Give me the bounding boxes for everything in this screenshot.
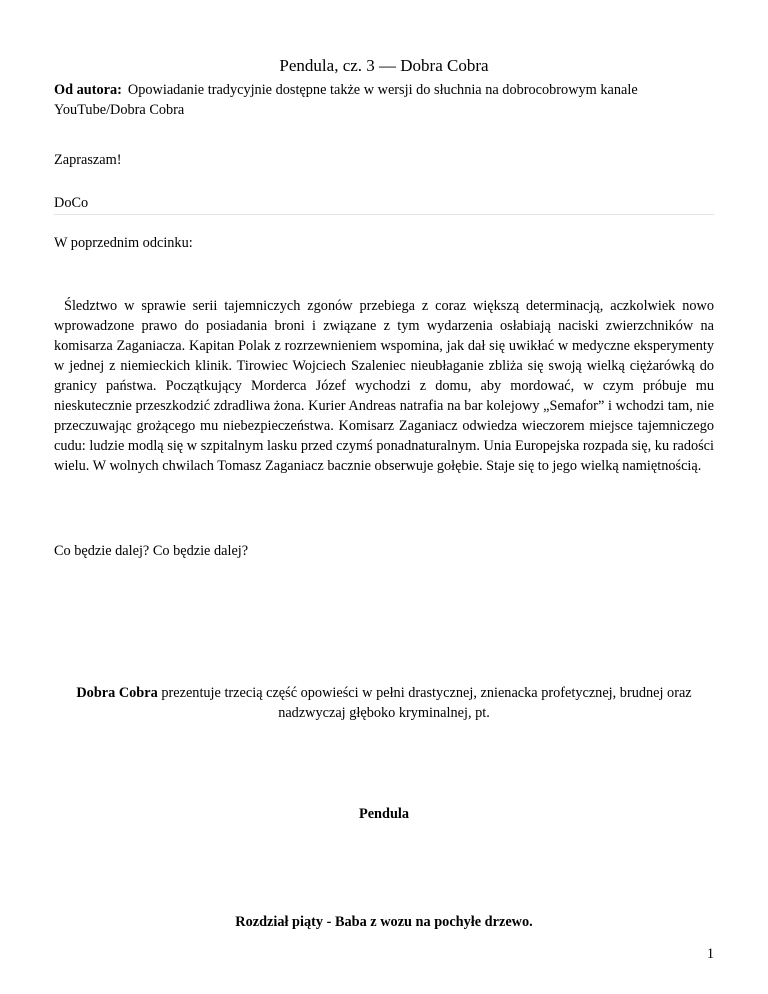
intro-paragraph bbox=[54, 683, 714, 723]
invitation-text: Zapraszam! bbox=[54, 152, 122, 168]
question-text: Co będzie dalej? Co będzie dalej? bbox=[54, 543, 249, 559]
episode-summary: Śledztwo w sprawie serii tajemniczych zgonów przebiega z coraz większą determinacją, aczkolwiek nowo wprowadzone prawo do posiadania broni i związane z tym wydarzenia osłabiają naciski zwierzchników na komisarza Zaganiacza. Kapitan Polak z rozrzewnieniem wspomina, jak dał się uwikłać w medyczne eksperymenty w jednej z niemieckich klinik. Tirowiec Wojciech Szaleniec nieubłaganie zbliża się swoją wielką ciężarówką do granicy państwa. Początkujący Morderca Józef wychodzi z domu, aby mordować, w czym próbuje mu nieskutecznie przeszkodzić zdradliwa żona. Kurier Andreas natrafia na bar kolejowy „Semafor” i wchodzi tam, nie przeczuwając grożącego mu niebezpieczeństwa. Komisarz Zaganiacz odwiedza wieczorem miejsce tajemniczego cudu: ludzie modlą się w szpitalnym lasku przed czymś ponadnaturalnym. Unia Europejska rozpada się, ku radości wielu. W wolnych chwilach Tomasz Zaganiacz bacznie obserwuje gołębie. Staje się to jego wielką namiętnością. bbox=[54, 298, 714, 474]
previous-episode-heading: W poprzednim odcinku: bbox=[54, 235, 193, 251]
page-number: 1 bbox=[706, 946, 714, 962]
chapter-title: Rozdział piąty - Baba z wozu na pochyłe drzewo. bbox=[235, 914, 533, 930]
author-note-label: Od autora: bbox=[54, 82, 122, 98]
page-title: Pendula, cz. 3 — Dobra Cobra bbox=[279, 56, 489, 75]
divider bbox=[54, 214, 714, 215]
author-note-text: Opowiadanie tradycyjnie dostępne także w wersji do słuchnia na dobrocobrowym kanale YouTube/Dobra Cobra bbox=[54, 82, 638, 118]
author-note bbox=[54, 80, 714, 120]
brand-name: Dobra Cobra bbox=[76, 685, 158, 701]
intro-text: prezentuje trzecią część opowieści w pełni drastycznej, znienacka profetycznej, brudnej oraz nadzwyczaj głęboko kryminalnej, pt. bbox=[161, 685, 692, 721]
signature: DoCo bbox=[54, 195, 89, 211]
novel-title: Pendula bbox=[358, 806, 410, 822]
